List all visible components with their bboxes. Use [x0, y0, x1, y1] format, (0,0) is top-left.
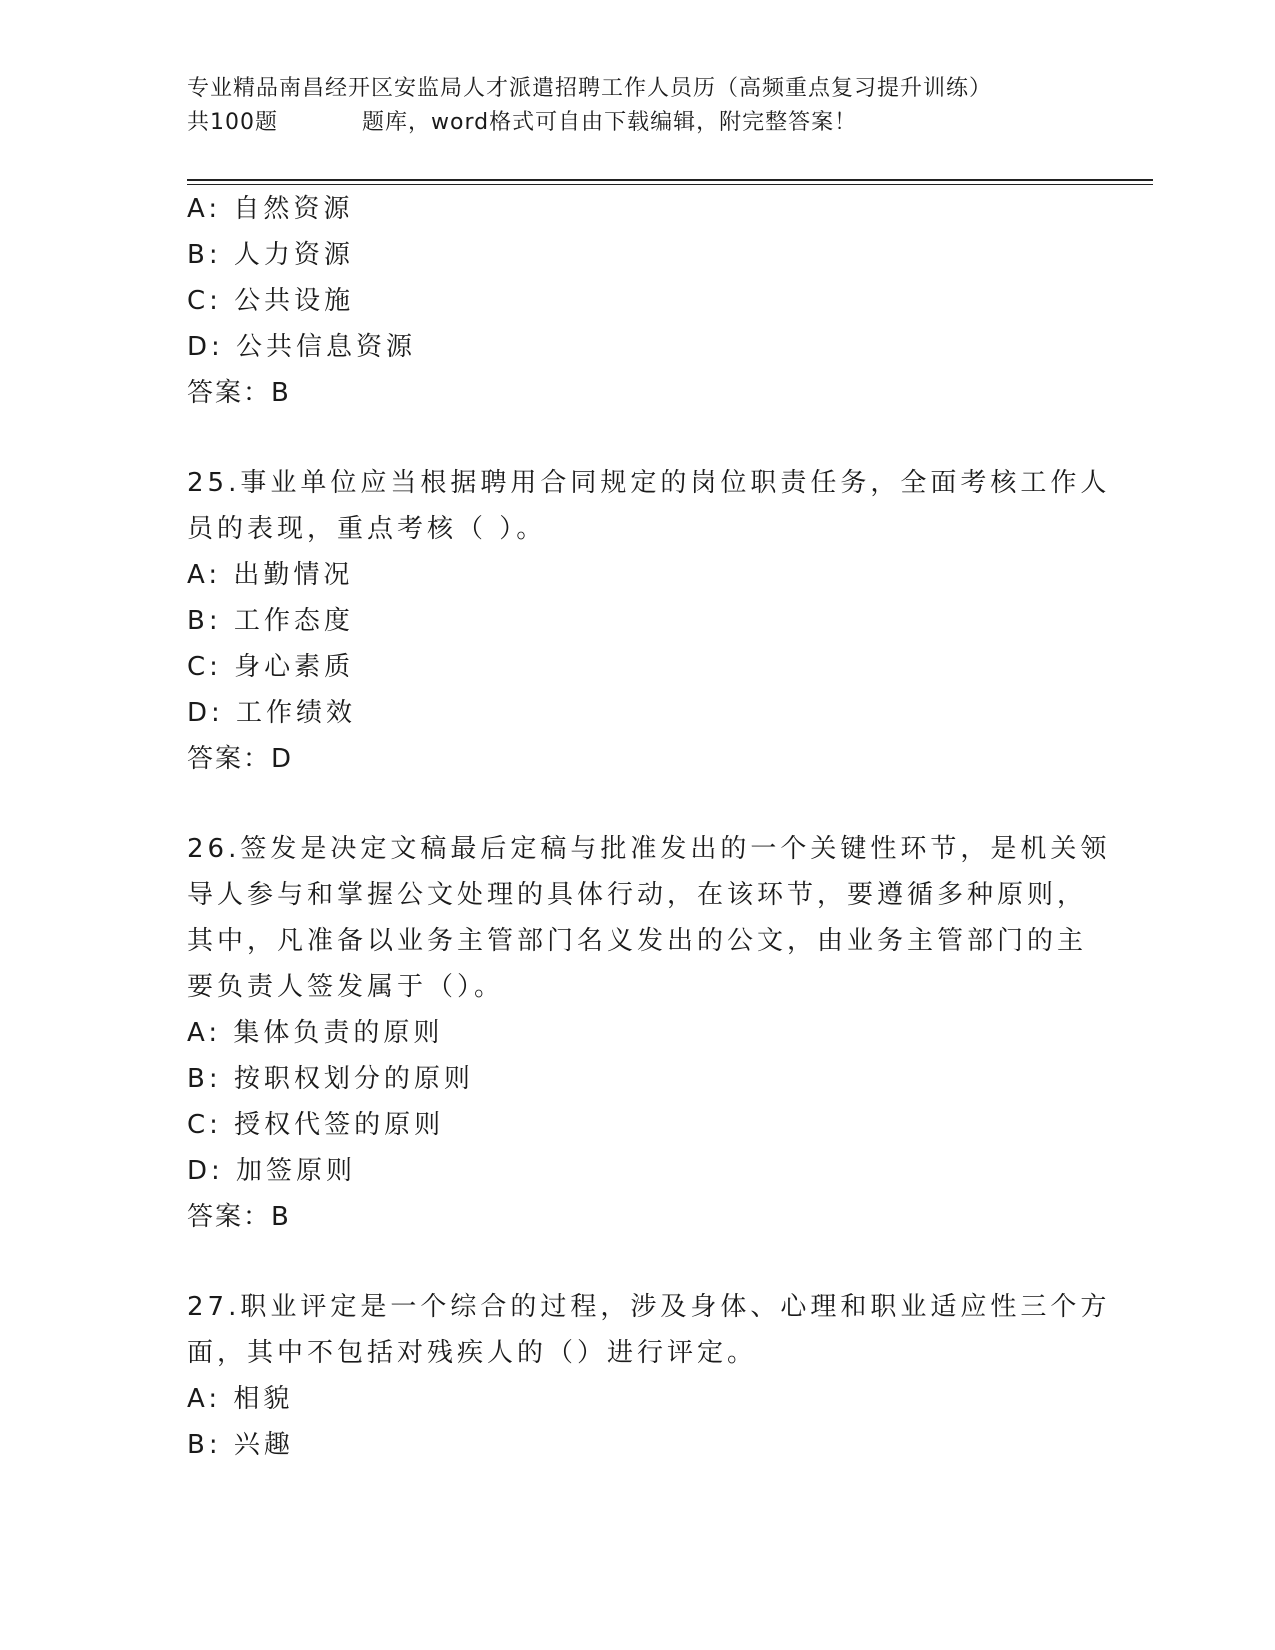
option-b: B: 工作态度	[187, 606, 354, 636]
option-a: A: 自然资源	[187, 194, 354, 224]
question-stem-line: 面，其中不包括对残疾人的（）进行评定。	[187, 1338, 758, 1368]
header-question-count: 共100题	[187, 110, 278, 135]
question-27	[187, 1284, 1111, 1468]
answer-line: 答案：D	[187, 744, 294, 774]
header-subtitle	[187, 106, 1147, 140]
question-stem-line: 27.职业评定是一个综合的过程，涉及身体、心理和职业适应性三个方	[187, 1292, 1111, 1322]
question-25	[187, 460, 1111, 782]
question-stem-line: 其中，凡准备以业务主管部门名义发出的公文，由业务主管部门的主	[187, 926, 1088, 956]
option-c: C: 授权代签的原则	[187, 1110, 445, 1140]
question-stem-line: 导人参与和掌握公文处理的具体行动，在该环节，要遵循多种原则，	[187, 880, 1088, 910]
header-title: 专业精品南昌经开区安监局人才派遣招聘工作人员历（高频重点复习提升训练）	[187, 76, 993, 101]
header-rule-thin	[187, 184, 1153, 185]
option-d: D: 公共信息资源	[187, 332, 417, 362]
option-c: C: 身心素质	[187, 652, 355, 682]
option-b: B: 人力资源	[187, 240, 354, 270]
question-stem-line: 要负责人签发属于（）。	[187, 972, 505, 1002]
option-a: A: 出勤情况	[187, 560, 354, 590]
prev-question-block	[187, 186, 1087, 416]
answer-line: 答案：B	[187, 378, 291, 408]
page-header	[187, 72, 1147, 140]
question-stem-line: 26.签发是决定文稿最后定稿与批准发出的一个关键性环节，是机关领	[187, 834, 1111, 864]
option-a: A: 集体负责的原则	[187, 1018, 444, 1048]
question-content	[187, 186, 1111, 1468]
question-26	[187, 826, 1111, 1240]
option-d: D: 工作绩效	[187, 698, 357, 728]
header-rule-thick	[187, 179, 1153, 181]
option-b: B: 兴趣	[187, 1430, 294, 1460]
question-stem-line: 25.事业单位应当根据聘用合同规定的岗位职责任务，全面考核工作人	[187, 468, 1111, 498]
header-description: 题库，word格式可自由下载编辑，附完整答案！	[362, 110, 858, 135]
question-stem-line: 员的表现，重点考核（ ）。	[187, 514, 547, 544]
option-a: A: 相貌	[187, 1384, 294, 1414]
answer-line: 答案：B	[187, 1202, 291, 1232]
option-c: C: 公共设施	[187, 286, 355, 316]
option-b: B: 按职权划分的原则	[187, 1064, 474, 1094]
option-d: D: 加签原则	[187, 1156, 357, 1186]
